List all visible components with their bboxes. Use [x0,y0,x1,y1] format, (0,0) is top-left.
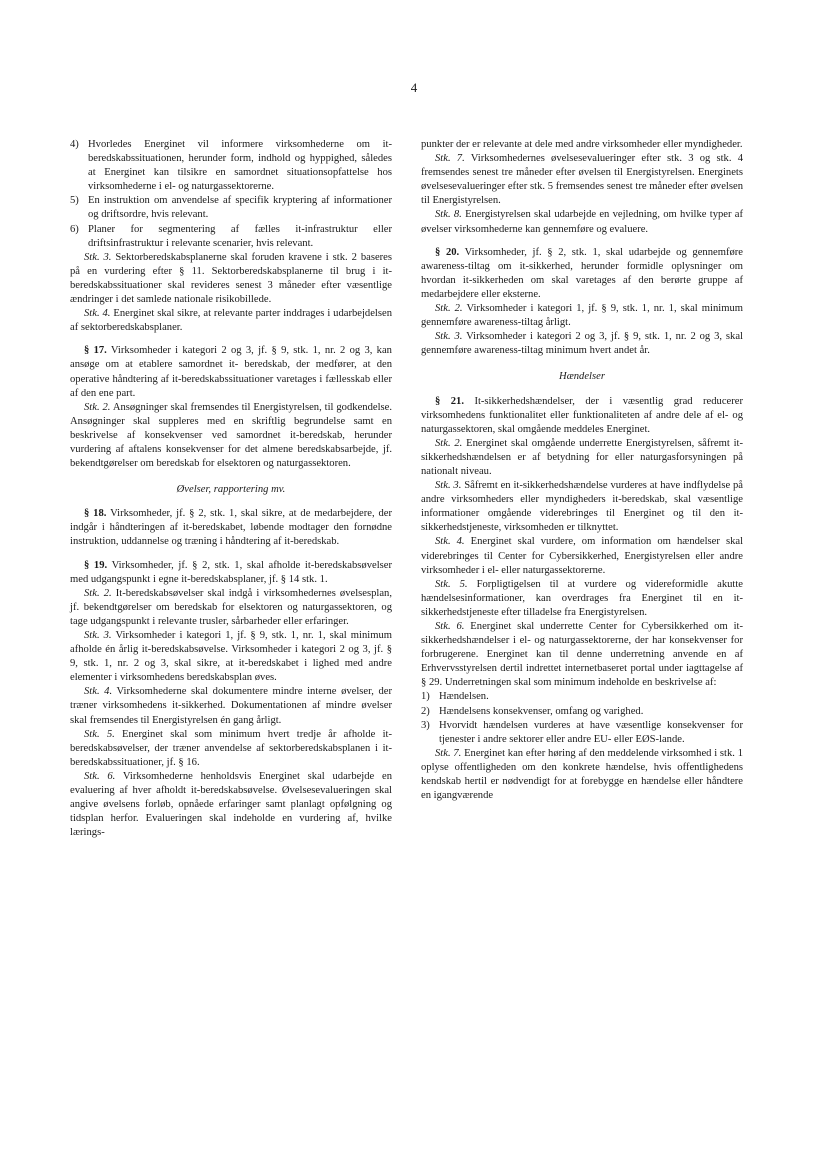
heading-ovelser: Øvelser, rapportering mv. [176,484,286,496]
list-item: 2) Hændelsens konsekvenser, omfang og varighed. [421,705,644,717]
section-21-stk-3: Stk. 3. Såfremt en it-sikkerhedshændelse vurderes at have indflydelse på andre virksomheders eller myndigheders it-beredskab, skal væsentlige informationer omgående viderebringes til Energinet og til den it-sikkerhedstjeneste, virksomheden er tilknyttet. [421,480,743,534]
section-19-stk-4: Stk. 4. Virksomhederne skal dokumentere mindre interne øvelser, der træner virksomhedens it-sikkerhed. Dokumentationen af mindre øvelser skal fremsendes til Energistyrelsen én gang årligt. [70,686,392,726]
left-column [70,138,392,840]
paragraph-stk-3: Stk. 3. Sektorberedskabsplanerne skal foruden kravene i stk. 2 baseres på en vurdering efter § 11. Sektorberedskabsplanerne til brug i it-beredskabssituationer skal revideres senest 3 måneder efter væsentlige ændringer i det samlede nationale risikobillede. [70,251,392,306]
list-item: 6) Planer for segmentering af fælles it-infrastruktur eller driftsinfrastruktur i relevante scenarier, hvis relevant. [70,223,392,249]
section-20-stk-3: Stk. 3. Virksomheder i kategori 2 og 3, jf. § 9, stk. 1, nr. 2 og 3, skal gennemføre awareness-tiltag minimum hvert andet år. [421,331,744,357]
list-item: 5) En instruktion om anvendelse af specifik kryptering af informationer og driftsordre, hvis relevant. [70,195,392,221]
section-19-stk-8: Stk. 8. Energistyrelsen skal udarbejde en vejledning, om hvilke typer af øvelser virksomhederne kan gennemføre og evaluere. [421,209,743,235]
continuation-text: punkter der er relevante at dele med andre virksomheder eller myndigheder. [421,139,743,150]
list-item: 4) Hvorledes Energinet vil informere virksomhederne om it-beredskabssituationen, herunder form, indhold og hyppighed, således at Energinet kan tilsikre en samordnet situationsopfattelse hos virksomhederne i el- og naturgassektorerne. [70,139,392,193]
section-19-stk-5: Stk. 5. Energinet skal som minimum hvert tredje år afholde it-beredskabsøvelser, der træner anvendelse af sektorberedskabsplanen i it-beredskabssituationer, jf. § 16. [70,728,392,768]
section-21: § 21. It-sikkerhedshændelser, der i væsentlig grad reducerer virksomhedens funktionalitet eller funktionaliteten af andre dele af el- og naturgassektoren, skal omgående meddeles Energinet. [421,395,744,435]
right-column [421,138,743,803]
section-21-stk-7: Stk. 7. Energinet kan efter høring af den meddelende virksomhed i stk. 1 oplyse offentligheden om den konkrete hændelse, hvis offentlighedens kendskab hertil er nødvendigt for at forebygge en hændelse eller håndtere en igangværende [421,747,743,802]
section-19-stk-7: Stk. 7. Virksomhedernes øvelsesevalueringer efter stk. 3 og stk. 4 fremsendes senest tre måneder efter øvelsen til Energistyrelsen. Energinets øvelsesevalueringer efter stk. 5 fremsendes senest tre måneder efter øvelsen til Energistyrelsen. [421,153,743,207]
section-20: § 20. Virksomheder, jf. § 2, stk. 1, skal udarbejde og gennemføre awareness-tiltag om it-sikkerhed, herunder formidle oplysninger om hvordan it-sikkerheden om skal varetages af den berørte gruppe af medarbejdere eller eksterne. [421,246,744,300]
section-19-stk-6: Stk. 6. Virksomhederne henholdsvis Energinet skal udarbejde en evaluering af hver afholdt it-beredskabsøvelse. Øvelsesevalueringen skal angive øvelsens forløb, opnåede erfaringer samt planlagt opfølgning og tidsplan herfor. Evalueringen skal indeholde en vurdering af, hvilke lærings- [70,770,393,839]
section-21-stk-4: Stk. 4. Energinet skal vurdere, om information om hændelser skal viderebringes til Center for Cybersikkerhed, Energistyrelsen eller andre virksomheder i el- eller naturgassektorerne. [421,536,744,576]
section-17-stk-2: Stk. 2. Ansøgninger skal fremsendes til Energistyrelsen, til godkendelse. Ansøgninger skal suppleres med en skriftlig begrundelse samt en beskrivelse af konsekvenser ved samordnet it-beredskab, herunder vurdering af aftalens konsekvenser for det almene beredskabsarbejde, jf. bekendtgørelser om beredskab for elsektoren og naturgassektoren. [70,401,392,470]
paragraph-stk-4: Stk. 4. Energinet skal sikre, at relevante parter inddrages i udarbejdelsen af sektorberedskabsplaner. [70,308,392,334]
list-item: 3) Hvorvidt hændelsen vurderes at have væsentlige konsekvenser for tjenester i andre sektorer eller andre EU- eller EØS-lande. [421,719,743,745]
section-19: § 19. Virksomheder, jf. § 2, stk. 1, skal afholde it-beredskabsøvelser med udgangspunkt i egne it-beredskabsplaner, jf. § 14 stk. 1. [70,559,392,585]
list-item: 1) Hændelsen. [421,691,489,703]
section-19-stk-3: Stk. 3. Virksomheder i kategori 1, jf. § 9, stk. 1, nr. 1, skal minimum afholde én årlig it-beredskabsøvelse. Virksomheder i kategori 2 og 3, jf. § 9, stk. 1, nr. 2 og 3, skal sikre, at it-beredskabet i lighed med andre elementer i virksomhedens beredskabsplan øves. [70,630,392,684]
section-21-stk-2: Stk. 2. Energinet skal omgående underrette Energistyrelsen, såfremt it-sikkerhedshændelsen er af betydning for eller naturgasforsyningen på nationalt niveau. [421,437,744,477]
section-17: § 17. Virksomheder i kategori 2 og 3, jf. § 9, stk. 1, nr. 2 og 3, kan ansøge om at etablere samordnet it- beredskab, der medfører, at den operative håndtering af it-beredskabssituationer varetages i fællesskab eller af den ene part. [70,345,392,399]
section-18: § 18. Virksomheder, jf. § 2, stk. 1, skal sikre, at de medarbejdere, der indgår i håndteringen af it-beredskabet, løbende modtager den fornødne instruktion, uddannelse og træning i håndtering af it-beredskab. [70,508,392,548]
heading-haendelser: Hændelser [559,371,605,383]
page-number: 4 [410,80,418,95]
section-21-stk-5: Stk. 5. Forpligtigelsen til at vurdere og videreformidle akutte hændelsesinformationer, kan overdrages fra Energinet til en it-sikkerhedstjeneste efter tilladelse fra Energistyrelsen. [421,578,743,618]
section-20-stk-2: Stk. 2. Virksomheder i kategori 1, jf. § 9, stk. 1, nr. 1, skal minimum gennemføre awareness-tiltag årligt. [421,303,743,329]
section-21-stk-6: Stk. 6. Energinet skal underrette Center for Cybersikkerhed om it-sikkerhedshændelser i el- og naturgassektorerne, der har konsekvenser for forbrugerene. Energinet kan til denne underretning anvende en af Erhvervsstyrelsen dertil indrettet internetbaseret portal under iagttagelse af § 29. Underretningen skal som minimum indeholde en beskrivelse af: [421,621,744,689]
section-19-stk-2: Stk. 2. It-beredskabsøvelser skal indgå i virksomhedernes øvelsesplan, jf. bekendtgørelser om beredskab for elsektoren og naturgassektoren, og tage udgangspunkt i relevante trusler, sårbarheder eller erfaringer. [70,587,393,627]
